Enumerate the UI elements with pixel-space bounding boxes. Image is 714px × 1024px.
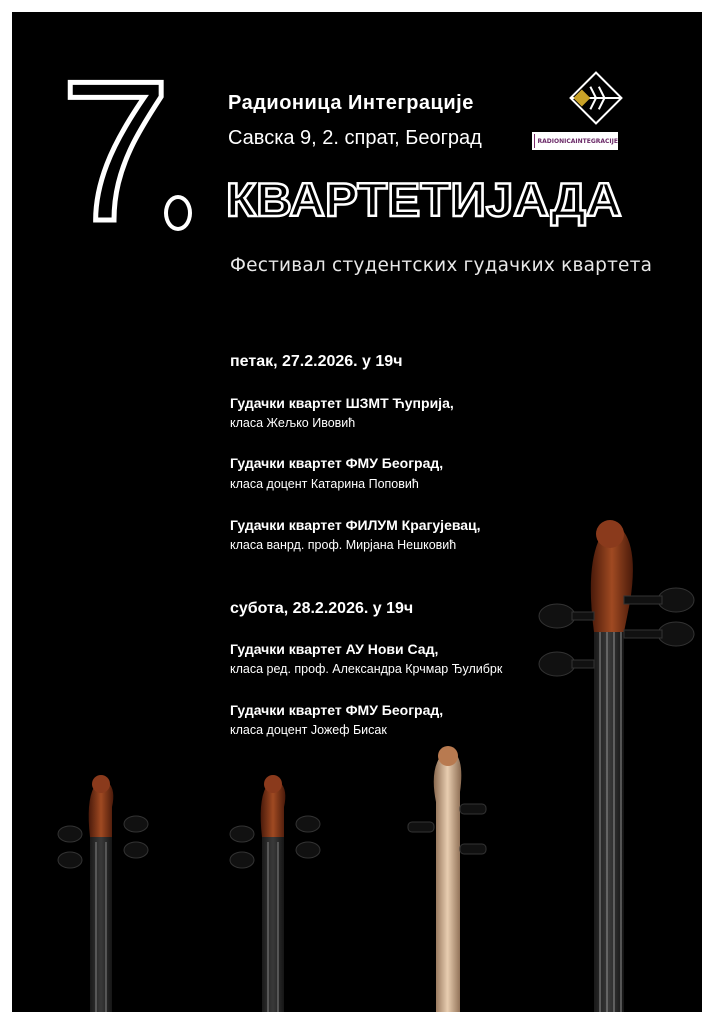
- day-1-class-2: класа доцент Катарина Поповић: [230, 477, 419, 491]
- festival-title: КВАРТЕТИЈАДА: [226, 173, 622, 226]
- day-2-date: субота, 28.2.2026. у 19ч: [230, 600, 414, 617]
- day-1-ensemble-2: Гудачки квартет ФМУ Београд,: [230, 455, 444, 471]
- organizer-name: Радионица Интеграције: [228, 92, 474, 114]
- organizer-address: Савска 9, 2. спрат, Београд: [228, 127, 482, 149]
- festival-number: 7: [60, 40, 168, 263]
- day-2-class-2: класа доцент Јожеф Бисак: [230, 723, 387, 737]
- day-2-class-1: класа ред. проф. Александра Крчмар Ђулибрк: [230, 662, 503, 676]
- day-1-ensemble-3: Гудачки квартет ФИЛУМ Крагујевац,: [230, 517, 481, 533]
- logo-banner-text: RADIONICAINTEGRACIJE: [537, 137, 618, 145]
- day-1-class-1: класа Жељко Ивовић: [230, 416, 356, 430]
- festival-subtitle: Фестивал студентских гудачких квартета: [230, 255, 653, 276]
- violin-2-icon: [230, 775, 320, 1012]
- day-1-date: петак, 27.2.2026. у 19ч: [230, 353, 403, 370]
- day-2-ensemble-1: Гудачки квартет АУ Нови Сад,: [230, 641, 439, 657]
- violin-1-icon: [58, 775, 148, 1012]
- day-2-ensemble-2: Гудачки квартет ФМУ Београд,: [230, 702, 444, 718]
- day-1-ensemble-1: Гудачки квартет ШЗМТ Ћуприја,: [230, 395, 454, 411]
- instrument-scrolls-illustration: [12, 12, 702, 1012]
- viola-icon: [408, 746, 486, 1012]
- day-1-class-3: класа ванрд. проф. Мирјана Нешковић: [230, 538, 457, 552]
- cello-icon: [539, 520, 694, 1012]
- poster: [12, 12, 702, 1012]
